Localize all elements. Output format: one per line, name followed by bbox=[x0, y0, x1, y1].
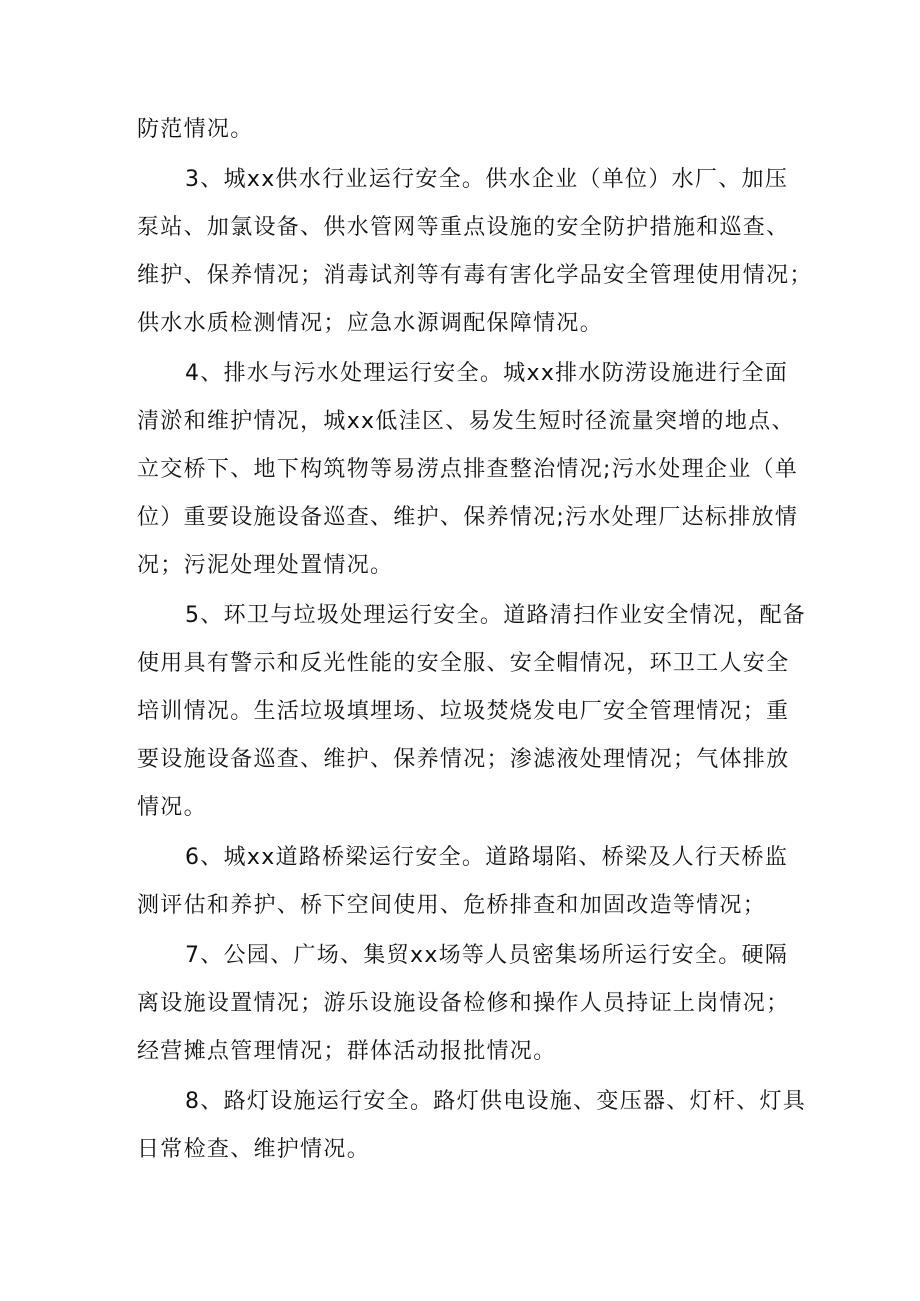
text-line: 泵站、加氯设备、供水管网等重点设施的安全防护措施和巡查、 bbox=[137, 215, 790, 240]
text-line: 使用具有警示和反光性能的安全服、安全帽情况，环卫工人安全 bbox=[137, 651, 790, 676]
text-line: 测评估和养护、桥下空间使用、危桥排查和加固改造等情况； bbox=[137, 893, 767, 918]
paragraph-5-sanitation bbox=[137, 592, 807, 832]
text-line: 8、路灯设施运行安全。路灯供电设施、变压器、灯杆、灯具 bbox=[185, 1089, 807, 1114]
paragraph-4-drainage bbox=[137, 350, 797, 590]
text-line: 4、排水与污水处理运行安全。城xx排水防涝设施进行全面 bbox=[185, 361, 789, 386]
text-line: 维护、保养情况；消毒试剂等有毒有害化学品安全管理使用情况； bbox=[137, 263, 813, 288]
text-line: 7、公园、广场、集贸xx场等人员密集场所运行安全。硬隔 bbox=[185, 943, 789, 968]
paragraph-7-crowded-places bbox=[137, 932, 797, 1076]
text-line: 况；污泥处理处置情况。 bbox=[137, 553, 394, 578]
text-line: 供水水质检测情况；应急水源调配保障情况。 bbox=[137, 311, 604, 336]
text-line: 清淤和维护情况，城xx低洼区、易发生短时径流量突增的地点、 bbox=[137, 409, 795, 434]
paragraph-continuation bbox=[137, 106, 797, 154]
text-line: 要设施设备巡查、维护、保养情况；渗滤液处理情况；气体排放 bbox=[137, 747, 790, 772]
text-line: 6、城xx道路桥梁运行安全。道路塌陷、桥梁及人行天桥监 bbox=[185, 845, 789, 870]
text-line: 位）重要设施设备巡查、维护、保养情况;污水处理厂达标排放情 bbox=[137, 505, 799, 530]
paragraph-8-street-lights bbox=[137, 1078, 807, 1174]
text-line: 离设施设置情况；游乐设施设备检修和操作人员持证上岗情况； bbox=[137, 991, 790, 1016]
text-line: 经营摊点管理情况；群体活动报批情况。 bbox=[137, 1039, 557, 1064]
text-line: 防范情况。 bbox=[137, 117, 254, 142]
text-line: 情况。 bbox=[137, 795, 207, 820]
text-line: 5、环卫与垃圾处理运行安全。道路清扫作业安全情况，配备 bbox=[185, 603, 807, 628]
text-line: 日常检查、维护情况。 bbox=[137, 1137, 371, 1162]
document-page bbox=[137, 106, 813, 1174]
text-line: 3、城xx供水行业运行安全。供水企业（单位）水厂、加压 bbox=[185, 167, 789, 192]
paragraph-6-roads-bridges bbox=[137, 834, 797, 930]
text-line: 立交桥下、地下构筑物等易涝点排查整治情况;污水处理企业（单 bbox=[137, 457, 799, 482]
paragraph-3-water-supply bbox=[137, 156, 813, 348]
text-line: 培训情况。生活垃圾填埋场、垃圾焚烧发电厂安全管理情况；重 bbox=[137, 699, 790, 724]
